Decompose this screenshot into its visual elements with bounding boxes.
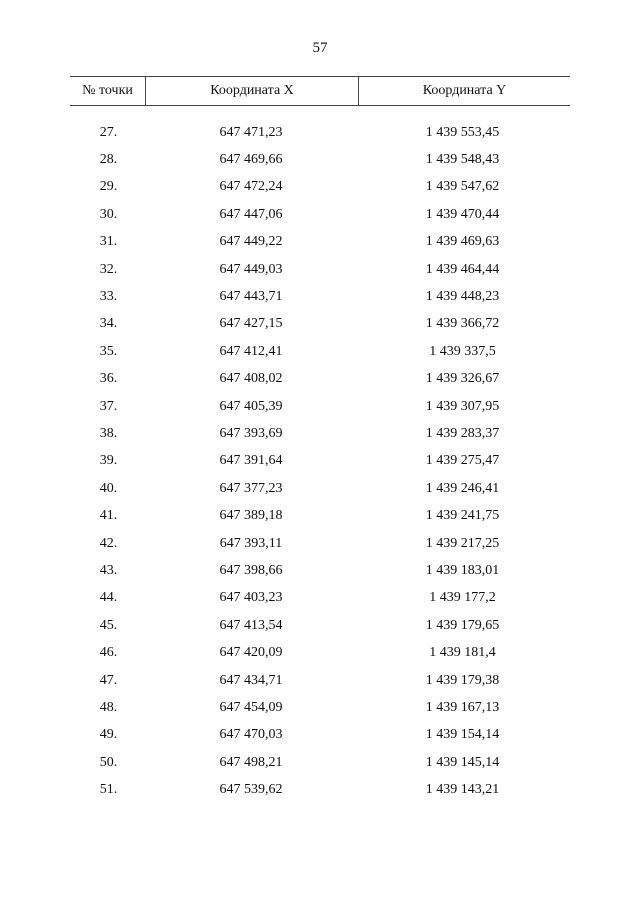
coordinate-y-cell: 1 439 553,45 <box>425 124 500 140</box>
coordinate-y-cell: 1 439 241,75 <box>425 508 500 524</box>
coordinate-y-cell: 1 439 470,44 <box>425 206 500 222</box>
coordinate-x-cell: 647 469,66 <box>219 152 283 168</box>
coordinate-y-cell: 1 439 183,01 <box>425 562 500 578</box>
header-coordinate-x: Координата X <box>145 77 359 105</box>
table-row <box>70 393 570 420</box>
coordinate-y-cell: 1 439 548,43 <box>425 152 500 168</box>
header-coordinate-y: Координата Y <box>422 83 507 98</box>
table-row <box>70 639 570 666</box>
point-number-cell: 38. <box>99 425 118 441</box>
coordinate-x-cell: 647 420,09 <box>219 645 283 661</box>
coordinate-x-cell: 647 412,41 <box>219 343 283 359</box>
coordinate-x-cell: 647 427,15 <box>219 316 283 332</box>
table-row <box>70 502 570 529</box>
point-number-cell: 27. <box>99 124 118 140</box>
table-row <box>70 229 570 256</box>
coordinate-x-cell: 647 408,02 <box>219 371 283 387</box>
table-row <box>70 146 570 173</box>
table-row <box>70 201 570 228</box>
table-row <box>70 749 570 776</box>
table-row <box>70 776 570 803</box>
coordinate-y-cell: 1 439 283,37 <box>425 425 500 441</box>
point-number-cell: 49. <box>99 727 118 743</box>
coordinate-y-cell: 1 439 366,72 <box>425 316 500 332</box>
point-number-cell: 28. <box>99 152 118 168</box>
point-number-cell: 48. <box>99 699 118 715</box>
table-row <box>70 530 570 557</box>
table-header <box>70 76 570 106</box>
coordinate-y-cell: 1 439 275,47 <box>425 453 500 469</box>
page-number: 57 <box>312 40 328 56</box>
point-number-cell: 33. <box>99 289 118 305</box>
point-number-cell: 44. <box>99 590 118 606</box>
coordinate-y-cell: 1 439 179,38 <box>425 672 500 688</box>
coordinate-y-cell: 1 439 177,2 <box>429 590 496 606</box>
table-row <box>70 585 570 612</box>
coordinate-x-cell: 647 391,64 <box>219 453 283 469</box>
point-number-cell: 31. <box>99 234 118 250</box>
header-point-number: № точки <box>82 83 133 98</box>
coordinate-x-cell: 647 413,54 <box>219 617 283 633</box>
coordinate-x-cell: 647 449,22 <box>219 234 283 250</box>
table-row <box>70 366 570 393</box>
coordinate-x-cell: 647 454,09 <box>219 699 283 715</box>
coordinate-x-cell: 647 449,03 <box>219 261 283 277</box>
point-number-cell: 35. <box>99 343 118 359</box>
coordinate-x-cell: 647 403,23 <box>219 590 283 606</box>
table-row <box>70 722 570 749</box>
point-number-cell: 34. <box>99 316 118 332</box>
point-number-cell: 37. <box>99 398 118 414</box>
table-row <box>70 119 570 146</box>
table-row <box>70 694 570 721</box>
point-number-cell: 46. <box>99 645 118 661</box>
table-row <box>70 338 570 365</box>
coordinate-x-cell: 647 443,71 <box>219 289 283 305</box>
coordinate-y-cell: 1 439 181,4 <box>429 645 496 661</box>
coordinate-y-cell: 1 439 326,67 <box>425 371 500 387</box>
point-number-cell: 50. <box>99 754 118 770</box>
table-row <box>70 174 570 201</box>
coordinate-x-cell: 647 539,62 <box>219 782 283 798</box>
coordinate-y-cell: 1 439 307,95 <box>425 398 500 414</box>
coordinate-x-cell: 647 471,23 <box>219 124 283 140</box>
coordinate-x-cell: 647 393,69 <box>219 425 283 441</box>
coordinate-x-cell: 647 389,18 <box>219 508 283 524</box>
coordinate-x-cell: 647 447,06 <box>219 206 283 222</box>
point-number-cell: 30. <box>99 206 118 222</box>
coordinate-y-cell: 1 439 469,63 <box>425 234 500 250</box>
table-body <box>70 119 570 804</box>
coordinate-y-cell: 1 439 246,41 <box>425 480 500 496</box>
table-row <box>70 612 570 639</box>
point-number-cell: 47. <box>99 672 118 688</box>
point-number-cell: 41. <box>99 508 118 524</box>
table-row <box>70 283 570 310</box>
table-row <box>70 475 570 502</box>
coordinate-x-cell: 647 405,39 <box>219 398 283 414</box>
point-number-cell: 43. <box>99 562 118 578</box>
point-number-cell: 36. <box>99 371 118 387</box>
coordinate-x-cell: 647 398,66 <box>219 562 283 578</box>
point-number-cell: 45. <box>99 617 118 633</box>
point-number-cell: 51. <box>99 782 118 798</box>
coordinate-y-cell: 1 439 143,21 <box>425 782 500 798</box>
table-row <box>70 256 570 283</box>
coordinate-y-cell: 1 439 179,65 <box>425 617 500 633</box>
table-row <box>70 448 570 475</box>
coordinates-table <box>70 76 570 804</box>
coordinate-y-cell: 1 439 145,14 <box>425 754 500 770</box>
coordinate-x-cell: 647 470,03 <box>219 727 283 743</box>
coordinate-x-cell: 647 434,71 <box>219 672 283 688</box>
coordinate-y-cell: 1 439 167,13 <box>425 699 500 715</box>
coordinate-x-cell: 647 498,21 <box>219 754 283 770</box>
coordinate-x-cell: 647 472,24 <box>219 179 283 195</box>
coordinate-x-cell: 647 377,23 <box>219 480 283 496</box>
coordinate-y-cell: 1 439 464,44 <box>425 261 500 277</box>
point-number-cell: 29. <box>99 179 118 195</box>
point-number-cell: 40. <box>99 480 118 496</box>
coordinate-y-cell: 1 439 154,14 <box>425 727 500 743</box>
point-number-cell: 42. <box>99 535 118 551</box>
coordinate-y-cell: 1 439 337,5 <box>429 343 496 359</box>
point-number-cell: 32. <box>99 261 118 277</box>
coordinate-y-cell: 1 439 217,25 <box>425 535 500 551</box>
table-row <box>70 311 570 338</box>
table-row <box>70 667 570 694</box>
point-number-cell: 39. <box>99 453 118 469</box>
coordinate-y-cell: 1 439 448,23 <box>425 289 500 305</box>
coordinate-x-cell: 647 393,11 <box>219 535 283 551</box>
table-row <box>70 557 570 584</box>
coordinate-y-cell: 1 439 547,62 <box>425 179 500 195</box>
table-row <box>70 420 570 447</box>
